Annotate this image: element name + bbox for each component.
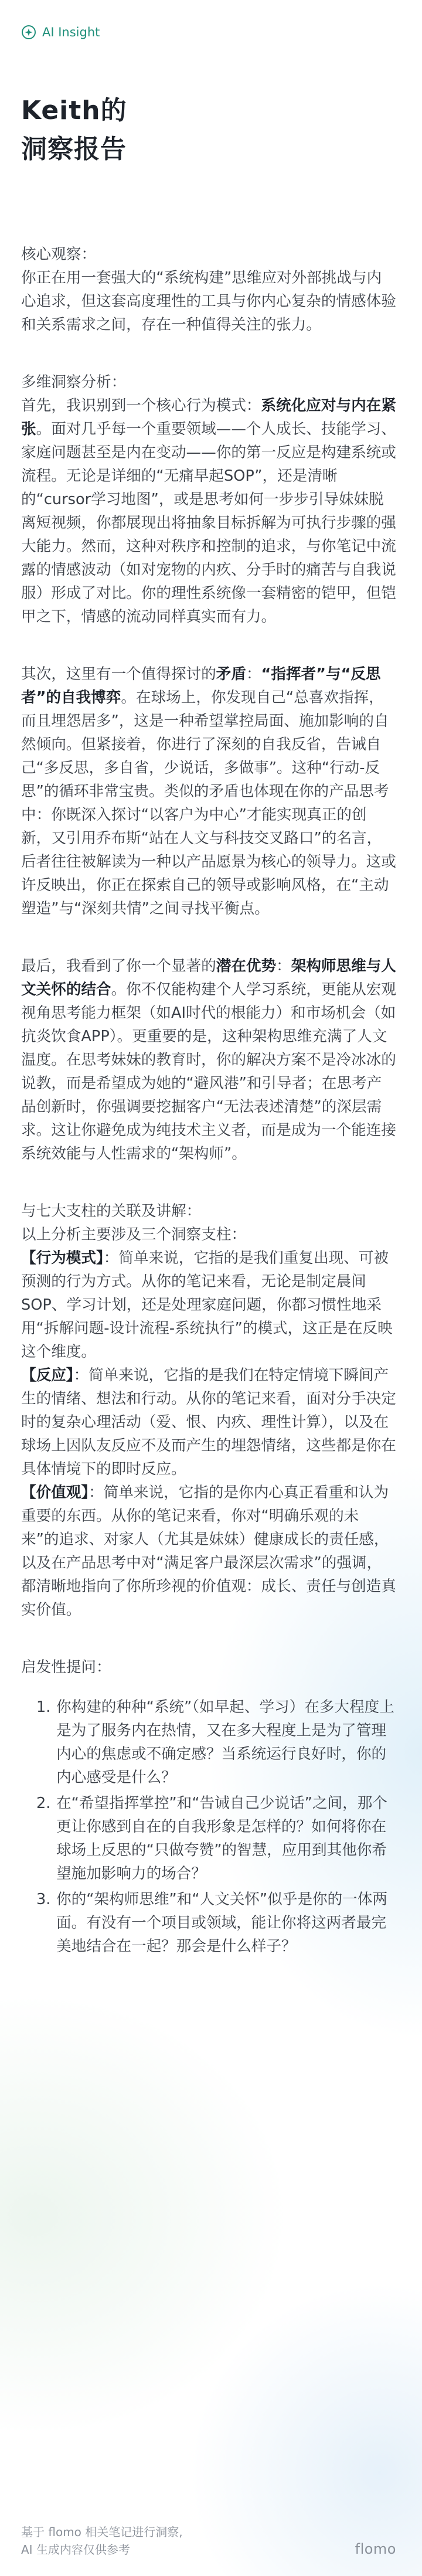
ai-insight-badge <box>21 23 100 41</box>
text-run: ：简单来说，它指的是你内心真正看重和认为重要的东西。从你的笔记来看，你对“明确乐观的未来”的追求、对家人（尤其是妹妹）健康成长的责任感，以及在产品思考中对“满足客户最深层次需求”的强调，都清晰地指向了你所珍视的价值观：成长、责任与创造真实价值。 <box>21 1484 396 1619</box>
report-paragraph <box>21 1246 396 1364</box>
bold-text: 【行为模式】 <box>21 1249 104 1267</box>
flomo-brand: flomo <box>355 2541 396 2557</box>
text-run: 其次，这里有一个值得探讨的 <box>21 665 216 683</box>
text-run: 启发性提问： <box>21 1659 111 1676</box>
text-run: ： <box>276 957 291 975</box>
report-paragraphs <box>21 243 396 1679</box>
question-text: 你构建的种种“系统”（如早起、学习）在多大程度上是为了服务内在热情，又在多大程度上是为了管理内心的焦虑或不确定感？当系统运行良好时，你的内心感受是什么？ <box>56 1698 394 1786</box>
report-paragraph <box>21 1656 396 1679</box>
text-run: ： <box>246 665 261 683</box>
report-body <box>21 243 396 1958</box>
bold-text: “指挥者”与“反思者”的自我博弈 <box>21 665 381 706</box>
text-run: 。面对几乎每一个重要领域——个人成长、技能学习、家庭问题甚至是内在变动——你的第一反应是构建系统或流程。无论是详细的“无痛早起SOP”，还是清晰的“cursor学习地图”，或是思考如何一步步引导妹妹脱离短视频，你都展现出将抽象目标拆解为可执行步骤的强大能力。然而，这种对秩序和控制的追求，与你笔记中流露的情感波动（如对宠物的内疚、分手时的痛苦与自我说服）形成了对比。你的理性系统像一套精密的铠甲，但铠甲之下，情感的流动同样真实而有力。 <box>21 420 396 626</box>
text-run: 以上分析主要涉及三个洞察支柱： <box>21 1226 246 1243</box>
text-run: ：简单来说，它指的是我们重复出现、可被预测的行为方式。从你的笔记来看，无论是制定晨间SOP、学习计划，还是处理家庭问题，你都习惯性地采用“拆解问题-设计流程-系统执行”的模式，这正是在反映这个维度。 <box>21 1249 393 1361</box>
report-paragraph <box>21 1199 396 1246</box>
bold-text: 潜在优势 <box>216 957 277 975</box>
page-title-line-1: Keith的 <box>21 96 127 125</box>
report-paragraph <box>21 243 396 337</box>
text-run: 多维洞察分析： <box>21 373 127 391</box>
sparkle-icon <box>21 25 36 40</box>
question-list <box>21 1695 396 1958</box>
bold-text: 架构师思维与人文关怀的结合 <box>21 957 396 998</box>
text-run: 。你不仅能构建个人学习系统，更能从宏观视角思考能力框架（如AI时代的根能力）和市场机会（如抗炎饮食APP）。更重要的是，这种架构思维充满了人文温度。在思考妹妹的教育时，你的解决方案不是冷冰冰的说教，而是希望成为她的“避风港”和引导者；在思考产品创新时，你强调要挖掘客户“无法表述清楚”的深层需求。这让你避免成为纯技术主义者，而是成为一个能连接系统效能与人性需求的“架构师”。 <box>21 981 396 1163</box>
question-item <box>56 1792 396 1885</box>
report-paragraph <box>21 662 396 920</box>
footer-disclaimer <box>21 2523 183 2558</box>
question-text: 在“希望指挥掌控”和“告诫自己少说话”之间，那个更让你感到自在的自我形象是怎样的？如何将你在球场上反思的“只做夸赞”的智慧，应用到其他你希望施加影响力的场合？ <box>56 1795 387 1882</box>
footer <box>21 2523 396 2558</box>
text-run: 与七大支柱的关联及讲解： <box>21 1202 202 1220</box>
question-text: 你的“架构师思维”和“人文关怀”似乎是你的一体两面。有没有一个项目或领域，能让你将这两者最完美地结合在一起？那会是什么样子？ <box>56 1891 387 1955</box>
text-run: 核心观察： <box>21 246 96 263</box>
text-run: 首先，我识别到一个核心行为模式： <box>21 397 261 414</box>
report-paragraph <box>21 1481 396 1622</box>
footer-disclaimer-line-2: AI 生成内容仅供参考 <box>21 2543 130 2557</box>
footer-disclaimer-line-1: 基于 flomo 相关笔记进行洞察, <box>21 2525 183 2539</box>
bold-text: 系统化应对与内在紧张 <box>21 397 396 438</box>
text-run: 。在球场上，你发现自己“总喜欢指挥，而且埋怨居多”，这是一种希望掌控局面、施加影响的自然倾向。但紧接着，你进行了深刻的自我反省，告诫自己“多反思，多自省，少说话，多做事”。这种“行动-反思”的循环非常宝贵。类似的矛盾也体现在你的产品思考中：你既深入探讨“以客户为中心”才能实现真正的创新，又引用乔布斯“站在人文与科技交叉路口”的名言，后者往往被解读为一种以产品愿景为核心的领导力。这或许反映出，你正在探索自己的领导或影响风格，在“主动塑造”与“深刻共情”之间寻找平衡点。 <box>21 689 396 917</box>
text-run: 最后，我看到了你一个显著的 <box>21 957 216 975</box>
report-paragraph <box>21 954 396 1165</box>
bold-text: 【反应】 <box>21 1367 74 1384</box>
page-title-line-2: 洞察报告 <box>21 134 127 164</box>
bold-text: 矛盾 <box>216 665 246 683</box>
page-title <box>21 91 396 169</box>
report-paragraph <box>21 1364 396 1481</box>
text-run: ：简单来说，它指的是我们在特定情境下瞬间产生的情绪、想法和行动。从你的笔记来看，面对分手决定时的复杂心理活动（爱、恨、内疚、理性计算），以及在球场上因队友反应不及而产生的埋怨情绪，这些都是你在具体情境下的即时反应。 <box>21 1367 396 1478</box>
question-item <box>56 1888 396 1958</box>
ai-insight-label: AI Insight <box>42 25 100 39</box>
question-item <box>56 1695 396 1789</box>
report-paragraph <box>21 371 396 628</box>
bold-text: 【价值观】 <box>21 1484 89 1501</box>
text-run: 你正在用一套强大的“系统构建”思维应对外部挑战与内心追求，但这套高度理性的工具与你内心复杂的情感体验和关系需求之间，存在一种值得关注的张力。 <box>21 269 396 334</box>
